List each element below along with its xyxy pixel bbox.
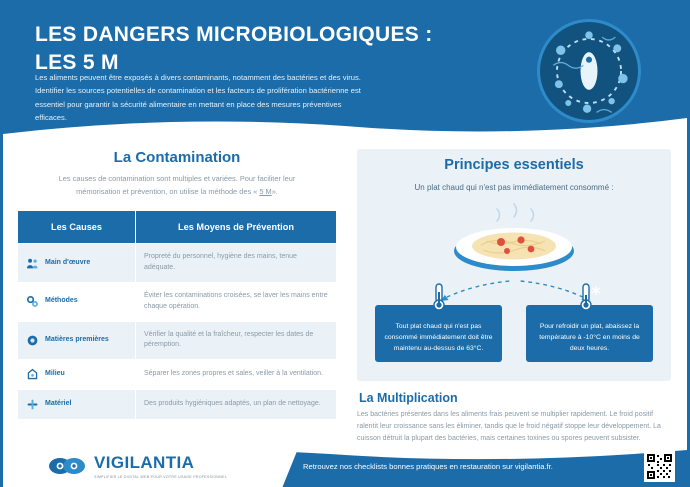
cause-cell — [18, 390, 136, 420]
vigilantia-logo-icon — [47, 454, 87, 478]
bacteria-icon — [537, 19, 641, 123]
contamination-subtitle-part1: Les causes de contamination sont multiples et variées. Pour faciliter leur mémorisation et prévention, on utilise la méthode des « — [58, 174, 296, 196]
contamination-subtitle-highlight: 5 M — [259, 186, 272, 196]
principes-lead: Un plat chaud qui n'est pas immédiatement consommé : — [414, 183, 614, 192]
tools-icon — [26, 398, 39, 411]
causes-table-head — [18, 211, 337, 244]
pasta-plate-icon-svg — [439, 199, 589, 277]
table-header-causes: Les Causes — [18, 211, 136, 244]
header-description: Les aliments peuvent être exposés à divers contaminants, notamment des bactéries et des virus. Identifier les sources potentielles de contamination et les facteurs de prolifération bactérienne est essentiel pour garantir la sécurité alimentaire en mettant en place des mesures préventives efficaces. — [35, 73, 361, 122]
footer-message: Retrouvez nos checklists bonnes pratiques en restauration sur vigilantia.fr. — [303, 461, 553, 471]
table-row — [18, 360, 337, 390]
causes-table-body — [18, 244, 337, 420]
tip-box-cold — [526, 305, 653, 363]
moyen-cell: Éviter les contaminations croisées, se laver les mains entre chaque opération. — [136, 282, 337, 321]
thermometer-cold-icon — [577, 282, 603, 312]
content-area — [3, 139, 687, 445]
cause-label: Main d'œuvre — [45, 258, 91, 266]
principes-title: Principes essentiels — [444, 157, 584, 173]
cause-label: Matériel — [45, 400, 72, 408]
contamination-section — [3, 139, 351, 445]
cause-inner — [26, 295, 127, 308]
causes-table — [17, 210, 337, 420]
cause-label: Méthodes — [45, 297, 78, 305]
brand-name: VIGILANTIA — [93, 452, 195, 472]
principes-section — [345, 139, 687, 445]
qr-code-icon[interactable] — [644, 451, 675, 482]
moyen-cell: Des produits hygiéniques adaptés, un plan de nettoyage. — [136, 390, 337, 420]
cause-label: Matières premières — [45, 335, 109, 343]
thermometer-hot-icon — [429, 282, 449, 312]
moyen-cell: Propreté du personnel, hygiène des mains, tenue adéquate. — [136, 244, 337, 283]
moyen-cell: Séparer les zones propres et sales, veiller à la ventilation. — [136, 360, 337, 390]
cause-inner — [26, 398, 127, 411]
table-header-row — [18, 211, 337, 244]
bacteria-icon-svg — [540, 22, 638, 120]
pasta-plate-icon — [367, 199, 661, 277]
arrow-group — [367, 279, 661, 305]
qr-code-svg — [646, 453, 673, 480]
header-wave-divider — [3, 114, 687, 139]
cause-cell — [18, 360, 136, 390]
cause-inner — [26, 257, 127, 270]
table-row — [18, 321, 337, 360]
tip-boxes — [367, 305, 661, 363]
gears-icon — [26, 295, 39, 308]
cause-inner — [26, 368, 127, 381]
arrows-svg — [367, 279, 661, 305]
footer-brand-text — [94, 454, 227, 479]
contamination-subtitle — [17, 173, 337, 198]
tip-box-hot — [375, 305, 502, 363]
brand-tagline: SIMPLIFIER LE DIGITAL WEB POUR VOTRE USAGE PROFESSIONNEL — [93, 474, 228, 479]
table-header-moyens: Les Moyens de Prévention — [136, 211, 337, 244]
table-row — [18, 390, 337, 420]
tip-box-hot-text: Tout plat chaud qui n'est pas consommé immédiatement doit être maintenu au-dessus de 63°C. — [384, 322, 493, 352]
cause-cell — [18, 321, 136, 360]
cause-cell — [18, 244, 136, 283]
table-row — [18, 282, 337, 321]
people-icon — [26, 257, 39, 270]
cause-label: Milieu — [45, 370, 65, 378]
principes-panel — [357, 149, 671, 381]
multiplication-title: La Multiplication — [359, 391, 458, 405]
footer-banner — [3, 445, 687, 487]
table-row — [18, 244, 337, 283]
multiplication-body: Les bactéries présentes dans les aliments frais peuvent se multiplier rapidement. Le froid positif ralentit leur croissance sans les éliminer, tandis que le froid négatif stoppe leur développement. La cuisson détruit la plupart des bactéries, mais certaines toxines ou spores peuvent subsister. — [357, 411, 661, 442]
ingredients-icon — [26, 334, 39, 347]
cause-cell — [18, 282, 136, 321]
page-title: LES DANGERS MICROBIOLOGIQUES : LES 5 M — [35, 23, 433, 74]
contamination-title: La Contamination — [113, 149, 241, 166]
header-banner — [3, 3, 687, 139]
tip-box-cold-text: Pour refroidir un plat, abaissez la température à -10°C en moins de deux heures. — [539, 322, 640, 352]
cause-inner — [26, 334, 127, 347]
footer-brand[interactable] — [3, 445, 271, 487]
contamination-subtitle-part2: ». — [271, 186, 278, 196]
moyen-cell: Vérifier la qualité et la fraîcheur, respecter les dates de péremption. — [136, 321, 337, 360]
environment-icon — [26, 368, 39, 381]
